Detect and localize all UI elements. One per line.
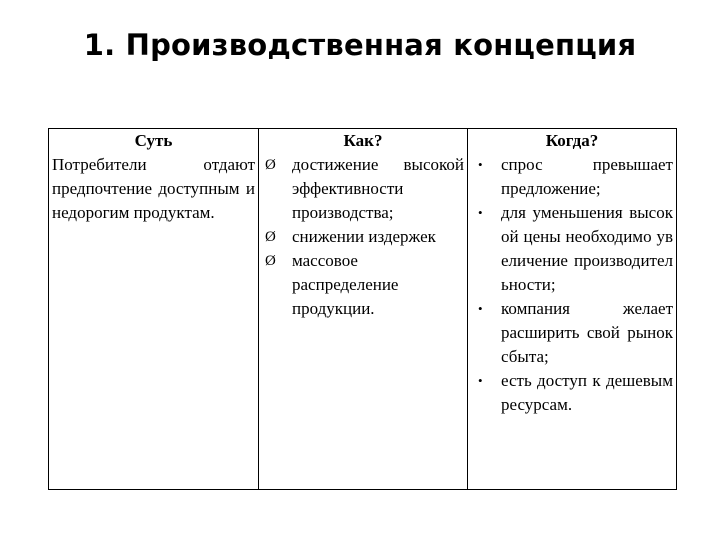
essence-cell	[49, 129, 259, 490]
list-item	[471, 369, 673, 417]
slide-title: 1. Производственная концепция	[83, 28, 637, 62]
arrow-bullet-icon: Ø	[265, 229, 276, 245]
table-row	[49, 129, 677, 490]
when-item-text: спрос превышает предложение;	[501, 155, 673, 198]
column-header-how: Как?	[343, 131, 383, 150]
how-item-text: снижении издержек	[292, 227, 436, 246]
arrow-bullet-icon: Ø	[265, 253, 276, 269]
dot-bullet-icon: •	[478, 157, 483, 172]
list-item	[262, 225, 464, 249]
list-item	[262, 153, 464, 225]
how-cell	[259, 129, 468, 490]
when-list	[471, 153, 673, 417]
how-list	[262, 153, 464, 321]
column-header-essence: Суть	[134, 131, 173, 150]
when-item-text: для уменьшения высокой цены необходимо увеличение производительности;	[501, 203, 673, 294]
list-item	[262, 249, 464, 321]
list-item	[471, 201, 673, 297]
arrow-bullet-icon: Ø	[265, 157, 276, 173]
when-cell	[468, 129, 677, 490]
column-header-when: Когда?	[545, 131, 599, 150]
list-item	[471, 297, 673, 369]
dot-bullet-icon: •	[478, 205, 483, 220]
when-item-text: компания желает расширить свой рынок сбыта;	[501, 299, 673, 366]
when-item-text: есть доступ к дешевым ресурсам.	[501, 371, 673, 414]
concept-table	[48, 128, 677, 490]
dot-bullet-icon: •	[478, 301, 483, 316]
how-item-text: массовое распределение продукции.	[292, 251, 399, 318]
list-item	[471, 153, 673, 201]
dot-bullet-icon: •	[478, 373, 483, 388]
essence-text: Потребители отдают предпочтение доступным и недорогим продуктам.	[52, 155, 255, 222]
how-item-text: достижение высокой эффективности производства;	[292, 155, 464, 222]
